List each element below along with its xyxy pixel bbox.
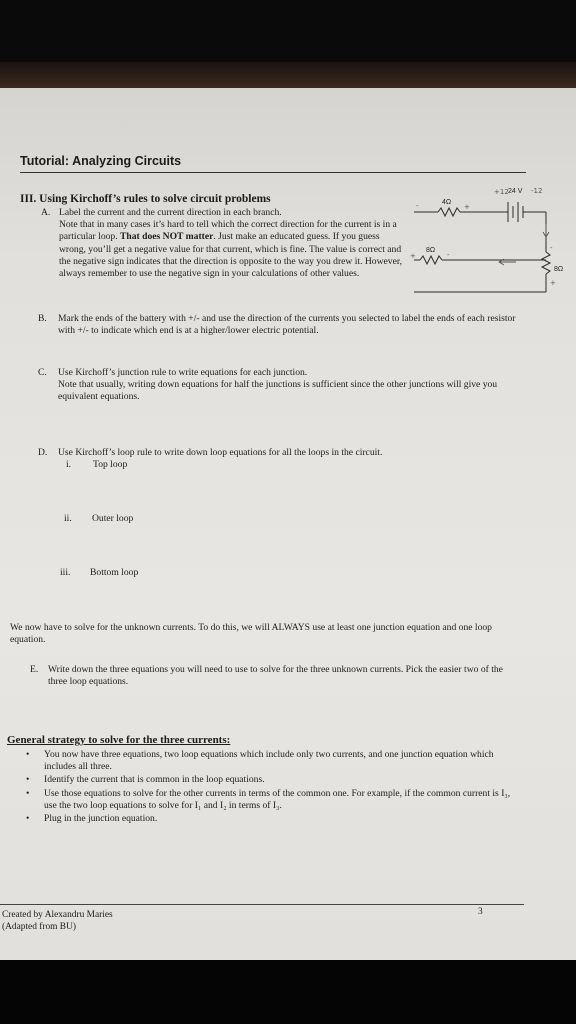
circuit-diagram <box>404 180 576 304</box>
item-c-line: Use Kirchoff’s junction rule to write equations for each junction. <box>58 367 308 378</box>
list-item: • Use those equations to solve for the other currents in terms of the common one. For example, if the common current is I₃, use the two loop equations to solve for I₁ and I₂ in terms of I₃. <box>26 787 511 811</box>
item-c-note: Note that usually, writing down equations for half the junctions is sufficient since the other junctions will give you equivalent equations. <box>58 379 498 403</box>
section-title: III. Using Kirchoff’s rules to solve circuit problems <box>20 193 271 205</box>
footer-line1: Created by Alexandru Maries <box>2 910 113 920</box>
label-8ohm-middle: 8Ω <box>426 247 436 254</box>
item-c-label: C. <box>38 367 47 378</box>
page-number: 3 <box>478 907 483 917</box>
item-a-label: A. <box>41 207 51 218</box>
item-a-note-pre: Note that in many cases it’s hard to tell which the correct direction for the current is in a particular loop. <box>59 219 397 243</box>
sub-i-label: Top loop <box>93 459 128 470</box>
sub-i-num: i. <box>66 459 72 470</box>
hand-plus-b: + <box>410 252 416 260</box>
hand-plus-c: + <box>550 279 556 287</box>
item-b-label: B. <box>38 313 47 324</box>
strategy-bullets <box>22 749 522 826</box>
footer-credit <box>2 909 113 933</box>
label-8ohm-right: 8Ω <box>554 266 564 273</box>
hand-minus-c: - <box>550 244 553 252</box>
item-e-label: E. <box>30 664 39 675</box>
item-a-note-post: . Just make an educated guess. If you guess wrong, you’ll get a negative value for that current, which is fine. The value is correct and the negative sign indicates that the direction is opposite to the way you drew it. However, always remember to use the negative sign in your calculations of other values. <box>59 231 403 280</box>
resistor-8ohm-middle <box>420 256 442 264</box>
list-item: • You now have three equations, two loop equations which include only two currents, and one junction equation which includes all three. <box>26 749 494 773</box>
bullet-text: Plug in the junction equation. <box>44 813 158 825</box>
page-title: Tutorial: Analyzing Circuits <box>20 154 182 168</box>
label-4ohm: 4Ω <box>442 199 452 206</box>
bullet-text: You now have three equations, two loop equations which include only two currents, and one junction equation which includes all three. <box>44 749 494 773</box>
header-rule <box>20 172 526 173</box>
label-battery: 24 V <box>508 188 523 195</box>
hand-minus-a: - <box>416 202 419 210</box>
item-a-note <box>59 219 404 280</box>
hand-plus-a: + <box>464 203 470 211</box>
sub-ii-label: Outer loop <box>92 513 134 524</box>
list-item: • Plug in the junction equation. <box>26 813 158 825</box>
hand-minus-b: - <box>447 251 450 259</box>
item-c-text <box>58 367 518 404</box>
footer-line2: (Adapted from BU) <box>2 922 76 932</box>
item-d-text: Use Kirchoff’s loop rule to write down loop equations for all the loops in the circuit. <box>58 447 383 458</box>
sub-iii-num: iii. <box>60 567 71 578</box>
bottom-dark-border <box>0 960 576 1024</box>
bullet-text: Use those equations to solve for the other currents in terms of the common one. For example, if the common current is I₃, use the two loop equations to solve for I₁ and I₂ in terms of I₃. <box>44 787 511 811</box>
item-d-label: D. <box>38 447 48 458</box>
item-a-line1: Label the current and the current direction in each branch. <box>59 207 282 218</box>
bullet-text: Identify the current that is common in the loop equations. <box>44 774 265 786</box>
item-b-text: Mark the ends of the battery with +/- and use the direction of the currents you selected to label the ends of each resistor with +/- to indicate which end is at a higher/lower electric potential. <box>58 313 516 337</box>
hand-plus12: +12 <box>494 188 509 196</box>
resistor-8ohm-right <box>542 252 550 274</box>
list-item: • Identify the current that is common in the loop equations. <box>26 774 265 786</box>
top-dark-border <box>0 0 576 88</box>
item-a-text <box>59 207 404 280</box>
resistor-4ohm <box>438 208 460 216</box>
hand-minus12: -12 <box>531 187 543 195</box>
footer-rule <box>0 904 524 905</box>
sub-iii-label: Bottom loop <box>90 567 139 578</box>
item-e-text: Write down the three equations you will need to use to solve for the three unknown currents. Pick the easier two of the three loop equations. <box>48 664 503 688</box>
sub-ii-num: ii. <box>64 513 72 524</box>
item-a-note-bold: That does NOT matter <box>120 231 214 243</box>
strategy-title: General strategy to solve for the three currents: <box>7 734 231 746</box>
solve-paragraph: We now have to solve for the unknown currents. To do this, we will ALWAYS use at least one junction equation and one loop equation. <box>10 622 492 646</box>
